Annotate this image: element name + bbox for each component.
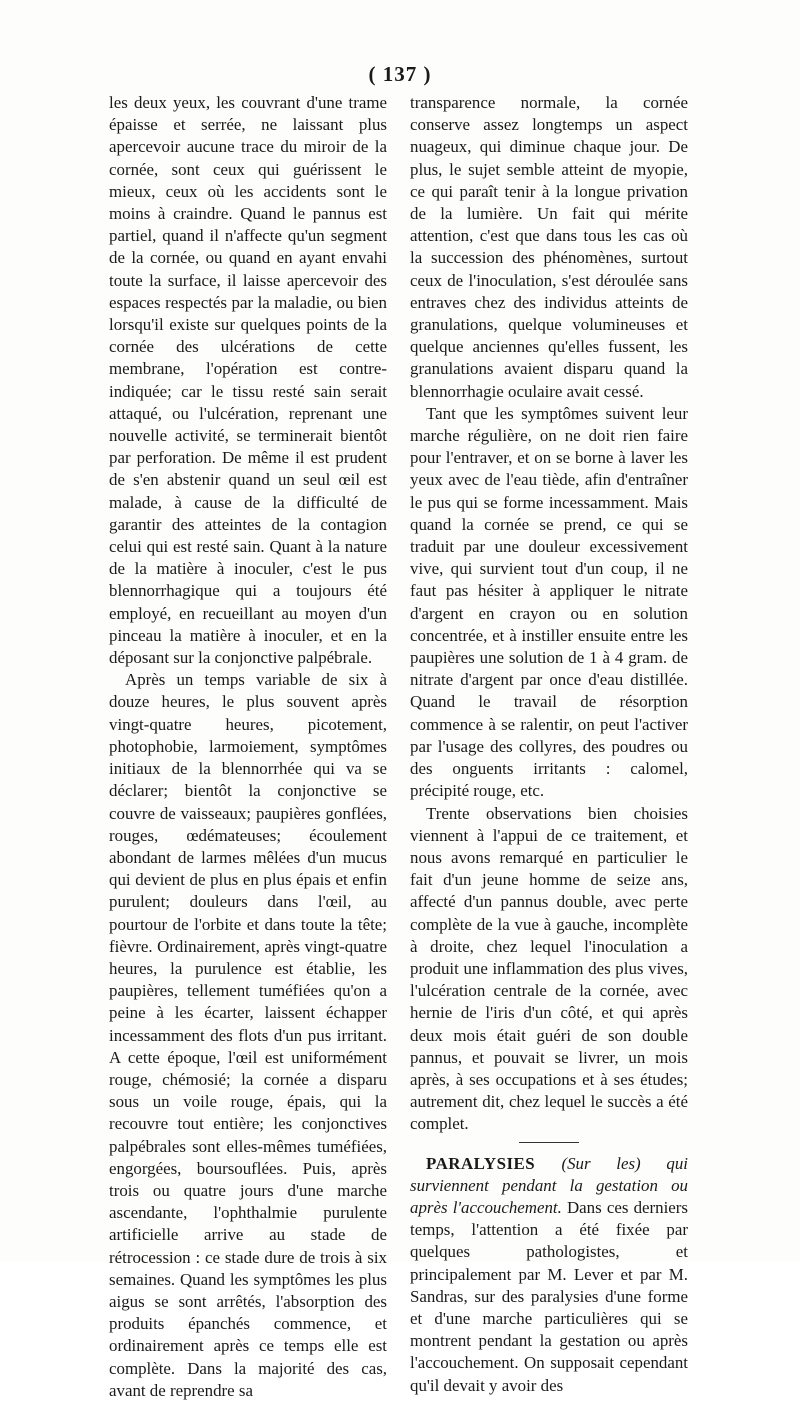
left-column xyxy=(109,92,387,1402)
right-paragraph-3: Trente observations bien choisies viennent à l'appui de ce traitement, et nous avons remarqué en particulier le fait d'un jeune homme de seize ans, affecté d'un pannus double, avec perte complète de la vue à gauche, incomplète à droite, chez lequel l'inoculation a produit une inflammation des plus vives, l'ulcération centrale de la cornée, avec hernie de l'iris d'un côté, et qui après deux mois était guéri de son double pannus, et pouvait se livrer, un mois après, à ses occupations et à ses études; autrement dit, chez lequel le succès a été complet. xyxy=(410,803,688,1134)
right-paragraph-2: Tant que les symptômes suivent leur marche régulière, on ne doit rien faire pour l'entraver, et on se borne à laver les yeux avec de l'eau tiède, afin d'entraîner le pus qui se forme incessamment. Mais quand la cornée se prend, ce qui se traduit par une douleur excessivement vive, qui survient tout d'un coup, il ne faut pas hésiter à appliquer le nitrate d'argent en crayon ou en solution concentrée, et à instiller ensuite entre les paupières une solution de 1 à 4 gram. de nitrate d'argent par once d'eau distillée. Quand le travail de résorption commence à se ralentir, on peut l'activer par l'usage des collyres, des poudres ou des onguents irritants : calomel, précipité rouge, etc. xyxy=(410,403,688,801)
section-body: Dans ces derniers temps, l'attention a été fixée par quelques pathologistes, et principalement par M. Lever et par M. Sandras, sur des paralysies d'une forme et d'une marche particulières qui se montrent pendant la gestation ou après l'accouchement. On supposait cependant qu'il devait y avoir des xyxy=(410,1197,688,1395)
section-heading: PARALYSIES xyxy=(426,1153,562,1173)
left-paragraph-2: Après un temps variable de six à douze heures, le plus souvent après vingt-quatre heures, picotement, photophobie, larmoiement, symptômes initiaux de la blennorrhée qui va se déclarer; bientôt la conjonctive se couvre de vaisseaux; paupières gonflées, rouges, œdémateuses; écoulement abondant de larmes mêlées d'un mucus qui devient de plus en plus épais et enfin purulent; douleurs dans l'œil, au pourtour de l'orbite et dans toute la tête; fièvre. Ordinairement, après vingt-quatre heures, la purulence est établie, les paupières, tellement tuméfiées qu'on a peine à les écarter, laissent échapper incessamment des flots d'un pus irritant. A cette époque, l'œil est uniformément rouge, chémosié; la cornée a disparu sous un voile rouge, épais, qui la recouvre tout entière; les conjonctives palpébrales sont elles-mêmes tuméfiées, engorgées, boursouflées. Puis, après trois ou quatre jours d'une marche ascendante, l'ophthalmie purulente artificielle arrive au stade de rétrocession : ce stade dure de trois à six semaines. Quand les symptômes les plus aigus se sont arrêtés, l'absorption des produits épanchés commence, et ordinairement après ce temps elle est complète. Dans la majorité des cas, avant de reprendre sa xyxy=(109,670,387,1400)
page-number: ( 137 ) xyxy=(368,62,432,86)
section-paralysies xyxy=(410,1153,688,1397)
section-subheading: (Sur les) qui surviennent pendant la gestation ou après l'accouchement. xyxy=(410,1153,688,1217)
left-paragraph-1: les deux yeux, les couvrant d'une trame épaisse et serrée, ne laissant plus apercevoir aucune trace du miroir de la cornée, sont ceux qui guérissent le mieux, ceux où les accidents sont le moins à craindre. Quand le pannus est partiel, quand il n'affecte qu'un segment de la cornée, ou quand en ayant envahi toute la surface, il laisse apercevoir des espaces respectés par la maladie, ou bien lorsqu'il existe sur quelques points de la cornée des ulcérations de cette membrane, l'opération est contre-indiquée; car le tissu resté sain serait attaqué, ou l'ulcération, reprenant une nouvelle activité, se terminerait bientôt par perforation. De même il est prudent de s'en abstenir quand un seul œil est malade, à cause de la difficulté de garantir des atteintes de la contagion celui qui est resté sain. Quant à la nature de la matière à inoculer, c'est le pus blennorrhagique qui a toujours été employé, en recueillant au moyen d'un pinceau la matière à inoculer, et en la déposant sur la conjonctive palpébrale. xyxy=(109,93,387,668)
right-column xyxy=(410,92,688,1397)
right-paragraph-1: transparence normale, la cornée conserve assez longtemps un aspect nuageux, qui diminue chaque jour. De plus, le sujet semble atteint de myopie, ce qui paraît tenir à la longue privation de la lumière. Un fait qui mérite attention, c'est que dans tous les cas où la succession des phénomènes, surtout ceux de l'inoculation, s'est déroulée sans entraves chez des individus atteints de granulations, quelque volumineuses et quelque anciennes qu'elles fussent, les granulations avaient disparu quand la blennorrhagie oculaire avait cessé. xyxy=(410,93,688,401)
section-divider xyxy=(519,1142,579,1143)
